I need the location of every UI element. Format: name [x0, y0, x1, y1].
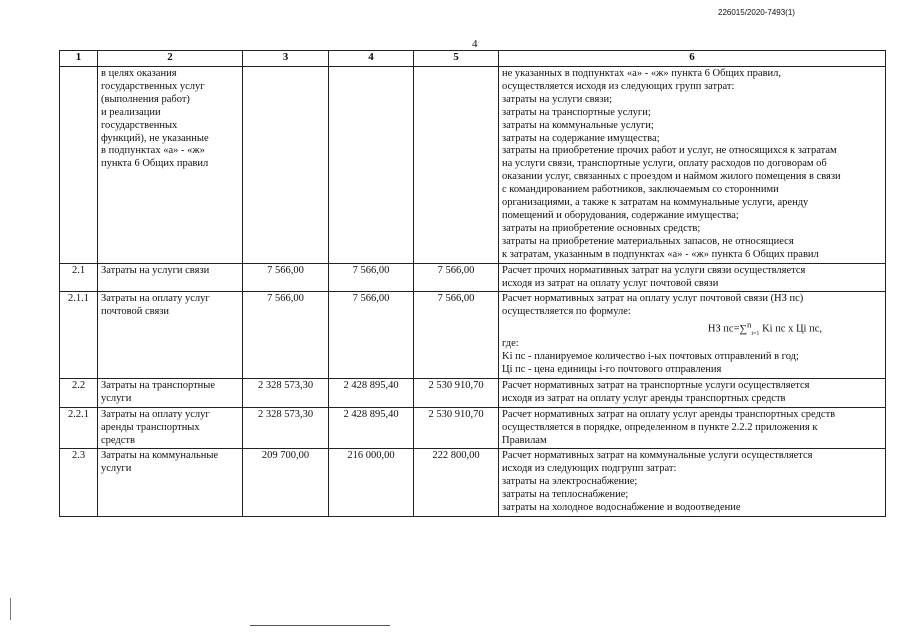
description-line: затраты на электроснабжение;: [502, 476, 638, 488]
cost-item-name: [98, 378, 243, 407]
amount-cell: 216 000,00: [329, 449, 414, 517]
cost-item-name-line: аренды транспортных: [101, 421, 200, 433]
cost-item-name-line: Затраты на оплату услуг: [101, 408, 210, 420]
description-line: организациями, а также к затратам на коммунальные услуги, аренду: [502, 197, 809, 209]
row-number: 2.1: [60, 263, 98, 292]
table-row: [60, 67, 886, 264]
cost-item-name-line: Затраты на оплату услуг: [101, 293, 210, 305]
description-line: Расчет нормативных затрат на транспортные услуги осуществляется: [502, 379, 810, 391]
table-row: [60, 292, 886, 379]
description-line: помещений и оборудования, содержание имущества;: [502, 209, 739, 221]
cost-item-name-line: Затраты на коммунальные: [101, 450, 219, 462]
description-line: затраты на приобретение основных средств;: [502, 222, 701, 234]
cost-item-name-line: почтовой связи: [101, 306, 170, 318]
cost-item-name: [98, 292, 243, 379]
description-line: где:: [502, 338, 519, 350]
formula: [502, 319, 882, 338]
sum-sign: ∑: [739, 323, 747, 335]
calculation-description: [499, 292, 886, 379]
description-line: затраты на содержание имущества;: [502, 132, 660, 144]
description-line: оказании услуг, связанных с проездом и наймом жилого помещения в связи: [502, 171, 841, 183]
document-id: 226015/2020-7493(1): [718, 8, 795, 17]
formula-right: Ki пс x Ці пс,: [759, 323, 822, 335]
table-row: [60, 449, 886, 517]
sum-lower: i=1: [751, 330, 760, 337]
table-header-row: [60, 51, 886, 67]
amount-cell: [414, 67, 499, 264]
amount-cell: 2 530 910,70: [414, 407, 499, 449]
cost-item-name-line: в целях оказания: [101, 68, 177, 79]
footer-rule: [250, 625, 390, 626]
sum-upper: n: [747, 319, 752, 330]
description-line: затраты на приобретение прочих работ и услуг, не относящихся к затратам: [502, 145, 837, 157]
description-line: затраты на приобретение материальных запасов, не относящиеся: [502, 235, 794, 247]
description-line: затраты на коммунальные услуги;: [502, 119, 654, 131]
column-header: 1: [60, 51, 98, 67]
description-line: затраты на транспортные услуги;: [502, 106, 651, 118]
column-header: 3: [243, 51, 329, 67]
page-number: 4: [472, 38, 478, 50]
description-line: затраты на теплоснабжение;: [502, 489, 629, 501]
description-line: Ki пс - планируемое количество i-ых почтовых отправлений в год;: [502, 351, 799, 363]
amount-cell: 7 566,00: [329, 292, 414, 379]
calculation-description: [499, 407, 886, 449]
cost-table: [59, 50, 886, 517]
description-line: исходя из затрат на оплату услуг аренды транспортных средств: [502, 392, 786, 404]
description-line: затраты на услуги связи;: [502, 93, 613, 105]
cost-item-name: [98, 407, 243, 449]
margin-mark: [10, 598, 11, 620]
cost-item-name-line: средств: [101, 434, 135, 446]
cost-item-name-line: и реализации: [101, 106, 161, 118]
row-number: 2.3: [60, 449, 98, 517]
description-line: Правилам: [502, 434, 547, 446]
column-header: 4: [329, 51, 414, 67]
amount-cell: 7 566,00: [414, 292, 499, 379]
amount-cell: 2 428 895,40: [329, 407, 414, 449]
calculation-description: [499, 378, 886, 407]
description-line: затраты на холодное водоснабжение и водоотведение: [502, 502, 741, 514]
amount-cell: 7 566,00: [329, 263, 414, 292]
cost-item-name: [98, 449, 243, 517]
calculation-description: [499, 67, 886, 264]
description-line: на услуги связи, транспортные услуги, оплату расходов по договорам об: [502, 158, 827, 170]
description-line: не указанных в подпунктах «а» - «ж» пункта 6 Общих правил,: [502, 68, 782, 79]
amount-cell: 2 328 573,30: [243, 407, 329, 449]
amount-cell: 2 328 573,30: [243, 378, 329, 407]
description-line: к затратам, указанным в подпунктах «а» - «ж» пункта 6 Общих правил: [502, 248, 819, 260]
calculation-description: [499, 449, 886, 517]
calculation-description: [499, 263, 886, 292]
column-header: 2: [98, 51, 243, 67]
amount-cell: [243, 67, 329, 264]
row-number: [60, 67, 98, 264]
cost-item-name-line: Затраты на транспортные: [101, 379, 215, 391]
formula-sum: [739, 319, 760, 337]
description-line: осуществляется по формуле:: [502, 306, 631, 318]
cost-item-name-line: пункта 6 Общих правил: [101, 158, 209, 170]
description-line: Расчет нормативных затрат на оплату услуг аренды транспортных средств: [502, 408, 836, 420]
row-number: 2.1.1: [60, 292, 98, 379]
cost-item-name-line: функций), не указанные: [101, 132, 209, 144]
formula-left: НЗ пс=: [707, 323, 740, 335]
amount-cell: 7 566,00: [414, 263, 499, 292]
cost-item-name-line: услуги: [101, 392, 132, 404]
cost-item-name: [98, 67, 243, 264]
column-header: 6: [499, 51, 886, 67]
amount-cell: 2 530 910,70: [414, 378, 499, 407]
cost-item-name-line: государственных услуг: [101, 80, 205, 92]
table-row: [60, 378, 886, 407]
cost-item-name-line: Затраты на услуги связи: [101, 264, 210, 276]
amount-cell: 7 566,00: [243, 292, 329, 379]
description-line: Расчет нормативных затрат на оплату услуг почтовой связи (НЗ пс): [502, 293, 804, 305]
amount-cell: 2 428 895,40: [329, 378, 414, 407]
cost-item-name-line: (выполнения работ): [101, 93, 190, 105]
row-number: 2.2: [60, 378, 98, 407]
cost-item-name-line: государственных: [101, 119, 178, 131]
description-line: Расчет нормативных затрат на коммунальные услуги осуществляется: [502, 450, 813, 462]
description-line: исходя из следующих подгрупп затрат:: [502, 463, 677, 475]
table-row: [60, 407, 886, 449]
row-number: 2.2.1: [60, 407, 98, 449]
amount-cell: 209 700,00: [243, 449, 329, 517]
description-line: осуществляется исходя из следующих групп затрат:: [502, 80, 735, 92]
description-line: Ці пс - цена единицы i-го почтового отправления: [502, 364, 722, 375]
description-line: с командированием работников, заключаемым со сторонними: [502, 184, 779, 196]
cost-item-name-line: услуги: [101, 463, 132, 475]
description-line: осуществляется в порядке, определенном в пункте 2.2.2 приложения к: [502, 421, 818, 433]
cost-item-name-line: в подпунктах «а» - «ж»: [101, 145, 205, 157]
column-header: 5: [414, 51, 499, 67]
amount-cell: [329, 67, 414, 264]
amount-cell: 222 800,00: [414, 449, 499, 517]
amount-cell: 7 566,00: [243, 263, 329, 292]
description-line: Расчет прочих нормативных затрат на услуги связи осуществляется: [502, 264, 806, 276]
cost-item-name: [98, 263, 243, 292]
description-line: исходя из затрат на оплату услуг почтовой связи: [502, 277, 719, 289]
table-row: [60, 263, 886, 292]
